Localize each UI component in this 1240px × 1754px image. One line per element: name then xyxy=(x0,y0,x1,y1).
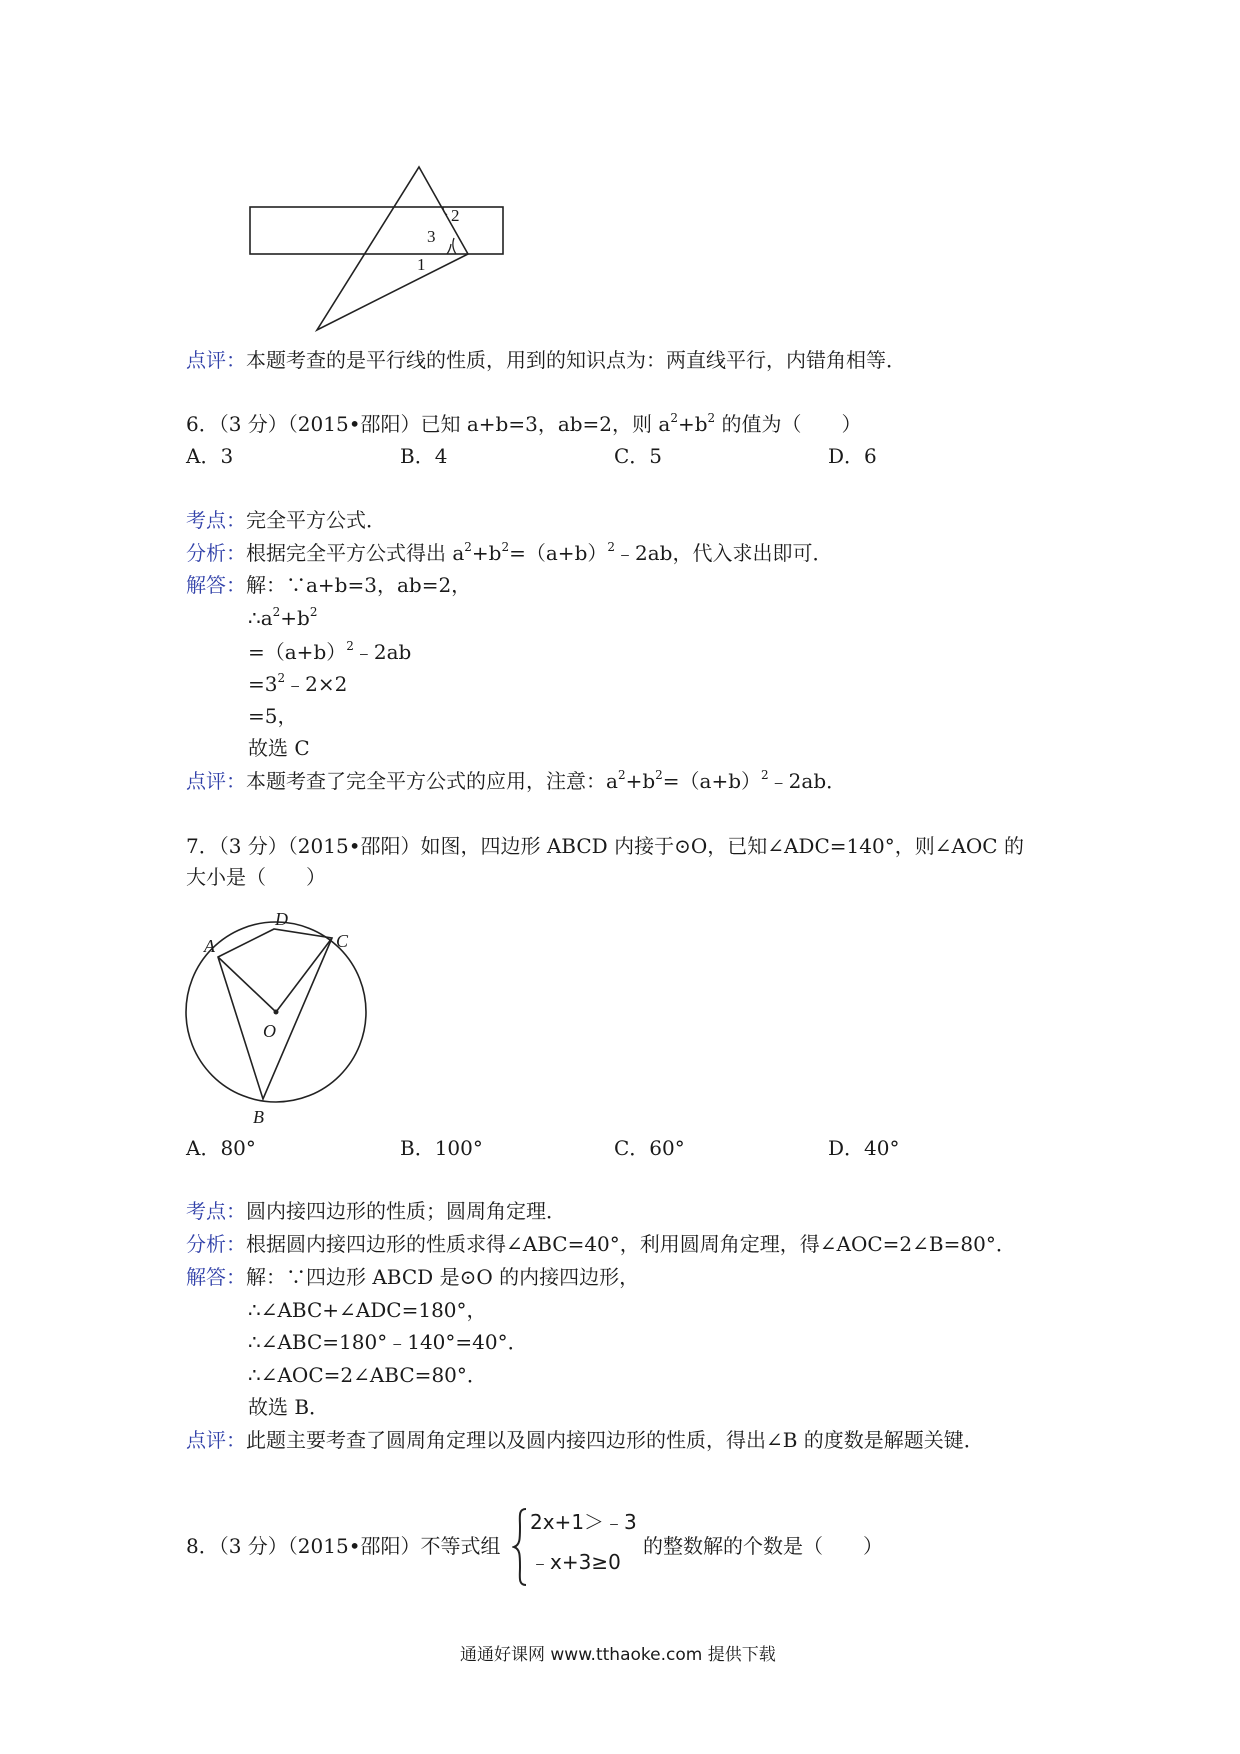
figure-angle-arc xyxy=(447,244,451,254)
q7-stem-line-1: 7．（3 分）（2015•邵阳）如图，四边形 ABCD 内接于⊙O，已知∠ADC=140°，则∠AOC 的 xyxy=(186,834,1024,858)
jieda-line: 解：∵四边形 ABCD 是⊙O 的内接四边形， xyxy=(246,1265,640,1289)
q6-option-a[interactable]: A．3 xyxy=(186,444,234,468)
q7-option-b[interactable]: B．100° xyxy=(400,1136,483,1160)
figure-circle-quadrilateral xyxy=(180,900,380,1110)
figure-angle-arc xyxy=(443,207,447,215)
brace-icon xyxy=(512,1507,528,1587)
q6-jieda-line-6: 故选 C xyxy=(248,736,310,760)
fenxi-text: ﹣2ab，代入求出即可． xyxy=(615,541,833,565)
dianping-text: 此题主要考查了圆周角定理以及圆内接四边形的性质，得出∠B 的度数是解题关键． xyxy=(246,1428,984,1452)
q6-option-c[interactable]: C．5 xyxy=(614,444,663,468)
q7-stem-line-2: 大小是（ ） xyxy=(186,865,326,889)
fenxi-text: 根据圆内接四边形的性质求得∠ABC=40°，利用圆周角定理，得∠AOC=2∠B=80°． xyxy=(246,1232,1016,1256)
q7-dianping xyxy=(186,1430,984,1450)
stem-text: 的值为（ ） xyxy=(715,412,862,436)
page-footer: 通通好课网 www.tthaoke.com 提供下载 xyxy=(460,1645,776,1665)
figure-label-d: D xyxy=(275,909,288,929)
q5-comment xyxy=(186,350,906,370)
figure-center-dot xyxy=(274,1010,279,1015)
superscript: 2 xyxy=(707,411,716,425)
figure-label-a: A xyxy=(204,936,215,956)
kaodian-text: 完全平方公式． xyxy=(246,508,386,532)
figure-rectangle xyxy=(250,207,503,254)
stem-text: 6．（3 分）（2015•邵阳）已知 a+b=3，ab=2，则 a xyxy=(186,412,671,436)
comment-label: 点评： xyxy=(186,348,246,372)
figure-triangle xyxy=(317,167,468,330)
q7-jieda-line-4: ∴∠AOC=2∠ABC=80°． xyxy=(248,1363,487,1387)
q7-fenxi xyxy=(186,1234,1016,1254)
fenxi-label: 分析： xyxy=(186,541,246,565)
kaodian-label: 考点： xyxy=(186,1199,246,1223)
q6-jieda xyxy=(186,575,471,595)
kaodian-text: 圆内接四边形的性质；圆周角定理． xyxy=(246,1199,566,1223)
comment-text: 本题考查的是平行线的性质，用到的知识点为：两直线平行，内错角相等． xyxy=(246,348,906,372)
q7-jieda xyxy=(186,1267,639,1287)
q8-stem-prefix: 8．（3 分）（2015•邵阳）不等式组 xyxy=(186,1534,501,1558)
superscript: 2 xyxy=(464,540,472,554)
fenxi-text: 根据完全平方公式得出 a xyxy=(246,541,465,565)
figure-angle-arc xyxy=(453,238,456,254)
q7-jieda-line-3: ∴∠ABC=180°﹣140°=40°． xyxy=(248,1330,528,1354)
dianping-label: 点评： xyxy=(186,769,246,793)
figure-label-2: 2 xyxy=(451,206,460,225)
figure-label-c: C xyxy=(336,931,349,951)
q6-fenxi xyxy=(186,540,833,565)
q7-option-c[interactable]: C．60° xyxy=(614,1136,685,1160)
stem-text: +b xyxy=(677,412,708,436)
q7-jieda-line-5: 故选 B． xyxy=(248,1395,330,1419)
q6-kaodian xyxy=(186,510,386,530)
q6-jieda-line-4: $=3^2﹣2\times 2$ xyxy=(248,671,348,696)
dianping-label: 点评： xyxy=(186,1428,246,1452)
q8-inequality-1: 2x+1＞﹣3 xyxy=(530,1510,637,1534)
q7-jieda-line-2: ∴∠ABC+∠ADC=180°， xyxy=(248,1298,487,1322)
kaodian-label: 考点： xyxy=(186,508,246,532)
q6-option-d[interactable]: D．6 xyxy=(828,444,877,468)
q6-jieda-line-5: =5， xyxy=(248,704,298,728)
q6-jieda-line-3: $=(a+b)^2﹣2ab$ xyxy=(248,639,412,664)
q8-inequality-2: ﹣x+3≥0 xyxy=(530,1550,621,1574)
superscript: 2 xyxy=(607,540,616,554)
figure-label-o: O xyxy=(263,1021,276,1041)
q6-dianping: 点评：本题考查了完全平方公式的应用，注意：$a^2+b^2=(a+b)^2﹣2ab$． xyxy=(186,768,847,793)
q7-kaodian xyxy=(186,1201,566,1221)
fenxi-label: 分析： xyxy=(186,1232,246,1256)
q6-stem xyxy=(186,411,862,436)
figure-label-1: 1 xyxy=(417,255,426,274)
superscript: 2 xyxy=(670,411,678,425)
jieda-line: 解：∵a+b=3，ab=2， xyxy=(246,573,472,597)
superscript: 2 xyxy=(501,540,510,554)
jieda-label: 解答： xyxy=(186,1265,246,1289)
figure-radius-oc xyxy=(276,938,332,1012)
q7-option-d[interactable]: D．40° xyxy=(828,1136,900,1160)
q6-option-b[interactable]: B．4 xyxy=(400,444,448,468)
q6-jieda-line-2: $\therefore a^2+b^2$ xyxy=(248,605,318,630)
figure-label-b: B xyxy=(253,1107,264,1127)
q8-stem-suffix: 的整数解的个数是（ ） xyxy=(643,1534,883,1558)
figure-label-3: 3 xyxy=(427,227,436,246)
q7-option-a[interactable]: A．80° xyxy=(186,1136,256,1160)
fenxi-text: +b xyxy=(471,541,502,565)
jieda-label: 解答： xyxy=(186,573,246,597)
fenxi-text: =（a+b） xyxy=(509,541,608,565)
figure-parallel-lines xyxy=(240,160,520,340)
